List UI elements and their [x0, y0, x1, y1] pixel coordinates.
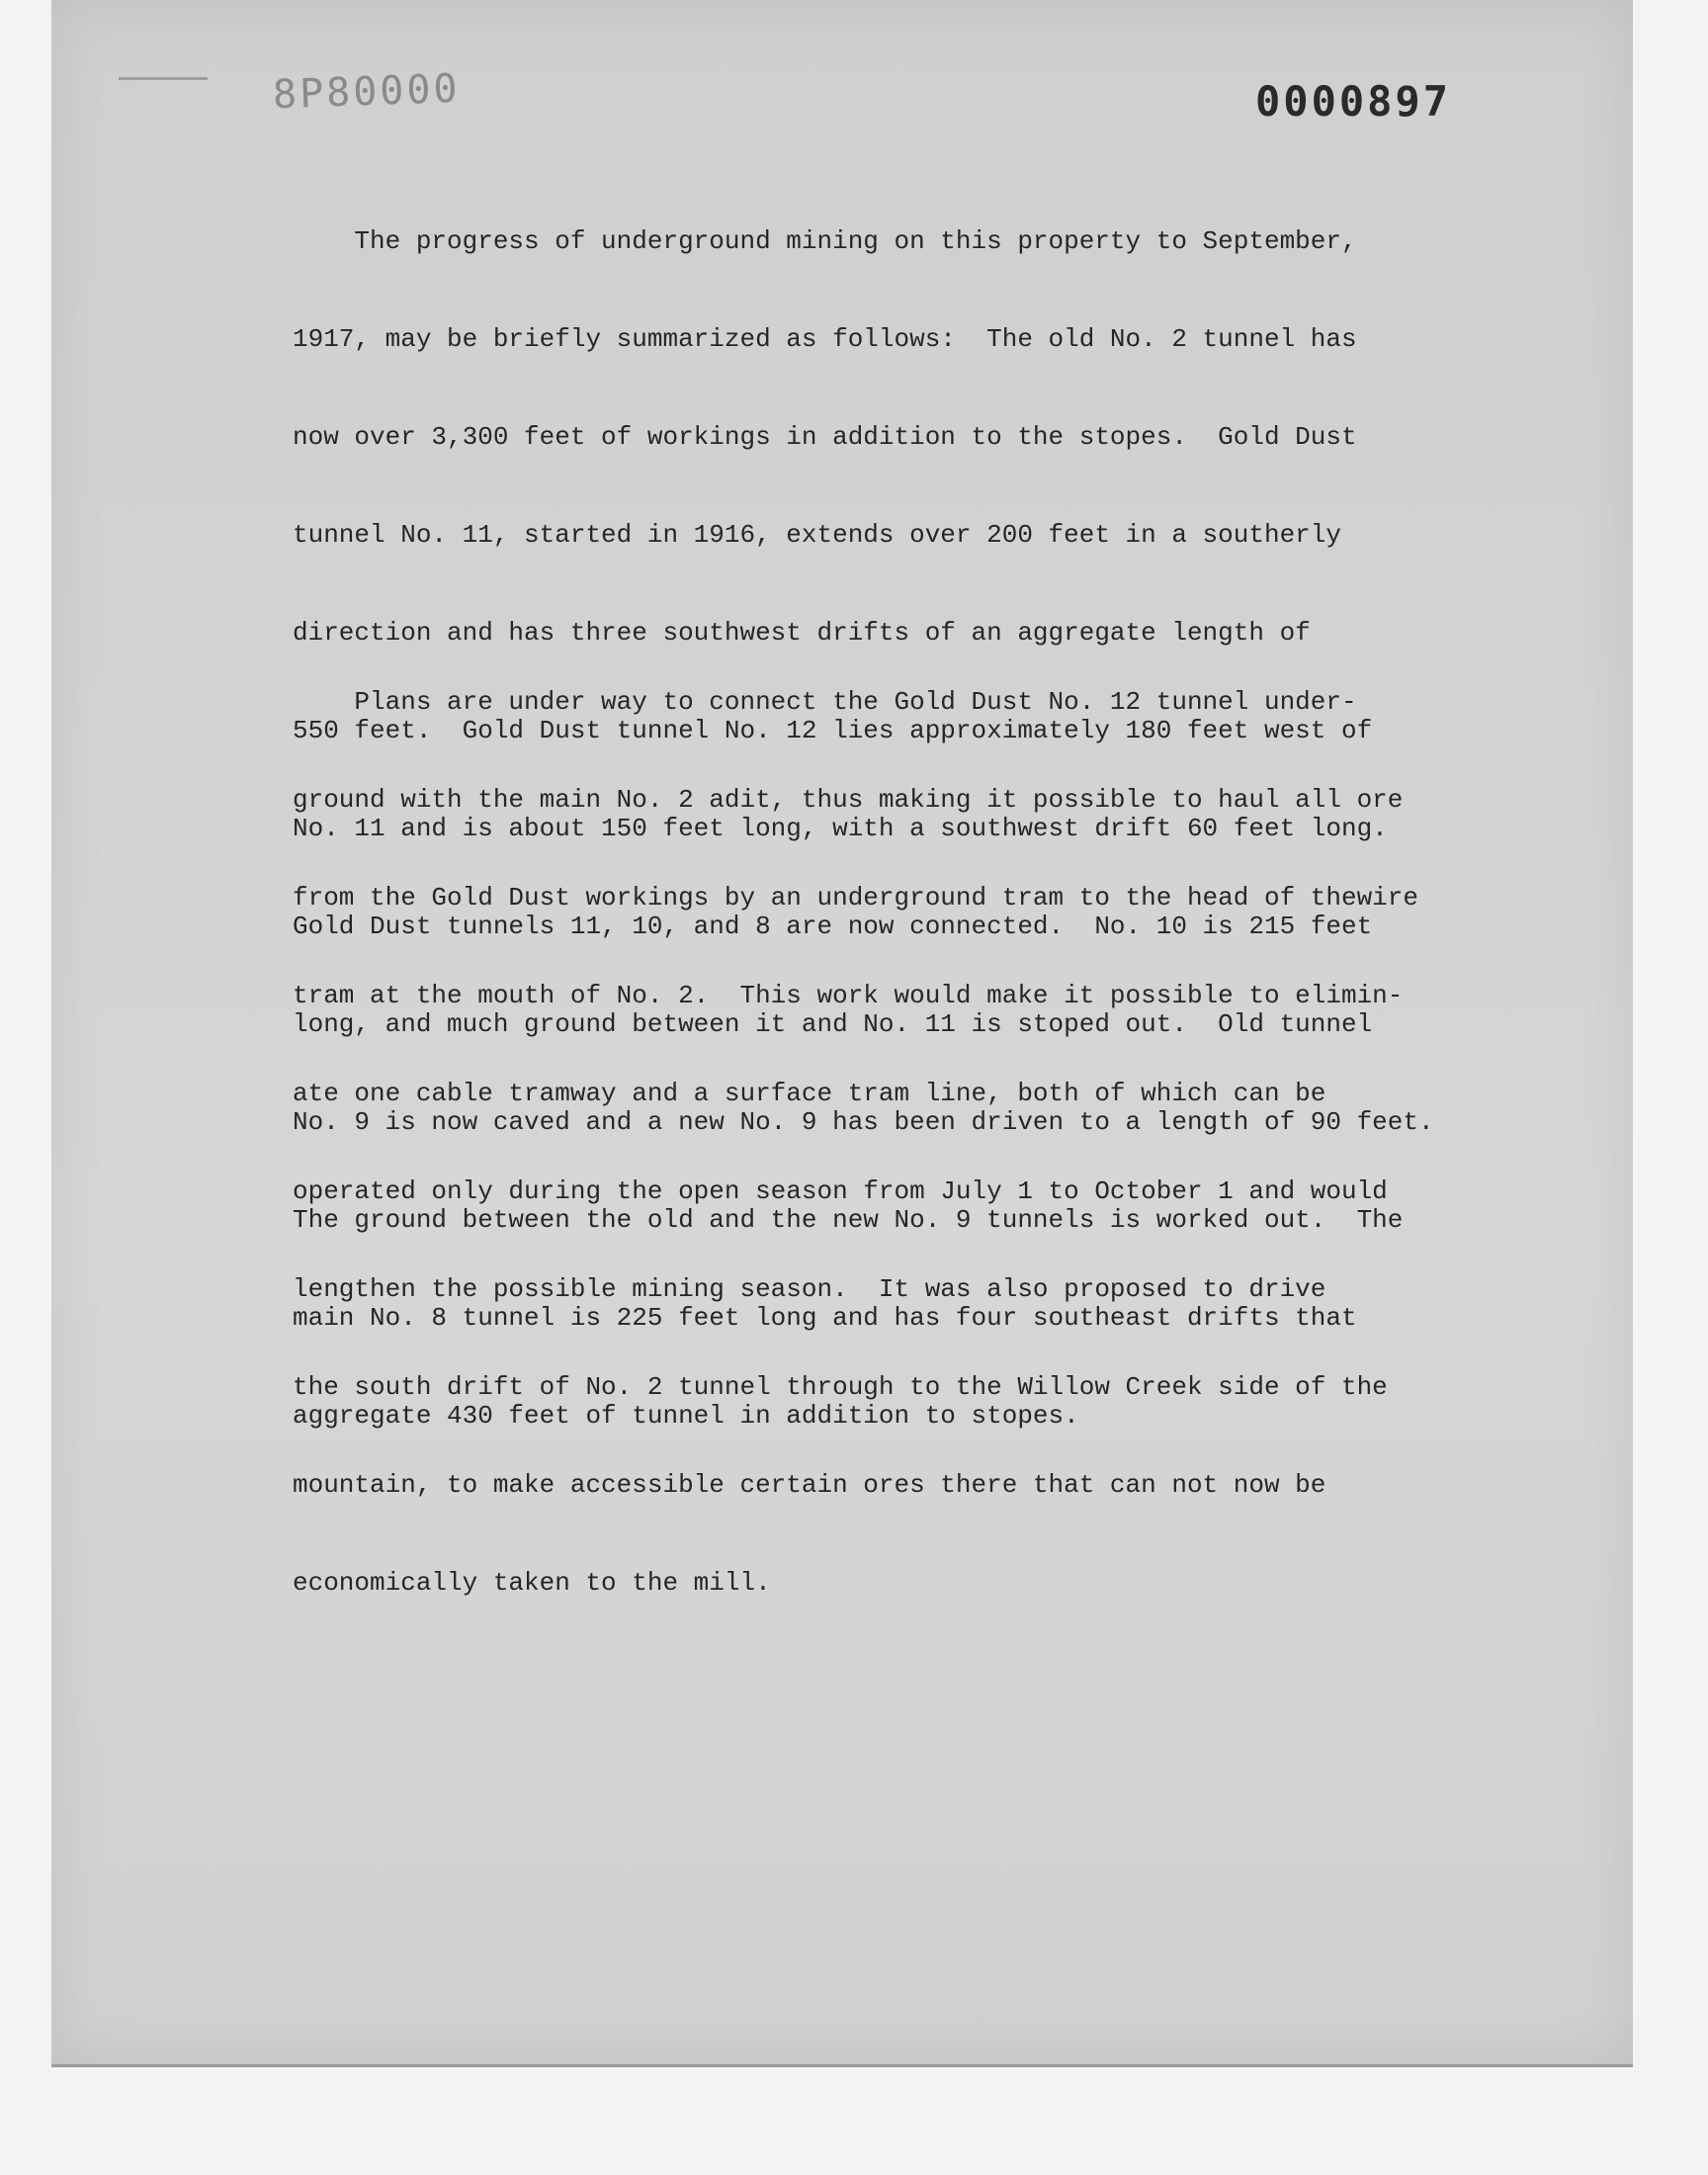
- paragraph-line: aggregate 430 feet of tunnel in addition to stopes.: [293, 1401, 1079, 1431]
- paragraph-line: tunnel No. 11, started in 1916, extends over 200 feet in a southerly: [293, 520, 1341, 550]
- paragraph-line: Plans are under way to connect the Gold Dust No. 12 tunnel under-: [293, 687, 1357, 717]
- paragraph-line: long, and much ground between it and No. 11 is stoped out. Old tunnel: [293, 1009, 1373, 1039]
- paragraph-line: The progress of underground mining on this property to September,: [293, 226, 1357, 256]
- paragraph-line: 1917, may be briefly summarized as follows: The old No. 2 tunnel has: [293, 324, 1357, 354]
- paragraph-line: Gold Dust tunnels 11, 10, and 8 are now connected. No. 10 is 215 feet: [293, 912, 1373, 941]
- paragraph-line: tram at the mouth of No. 2. This work would make it possible to elimin-: [293, 981, 1404, 1010]
- paragraph-line: lengthen the possible mining season. It was also proposed to drive: [293, 1274, 1326, 1304]
- paragraph-line: mountain, to make accessible certain ores there that can not now be: [293, 1470, 1326, 1500]
- paragraph-line: ground with the main No. 2 adit, thus making it possible to haul all ore: [293, 785, 1404, 815]
- paragraph-line: economically taken to the mill.: [293, 1568, 771, 1598]
- paragraph-line: No. 9 is now caved and a new No. 9 has been driven to a length of 90 feet.: [293, 1107, 1434, 1137]
- paragraph-line: the south drift of No. 2 tunnel through to the Willow Creek side of the: [293, 1372, 1388, 1402]
- paragraph-line: 550 feet. Gold Dust tunnel No. 12 lies approximately 180 feet west of: [293, 716, 1373, 745]
- paragraph-line: ate one cable tramway and a surface tram line, both of which can be: [293, 1079, 1326, 1108]
- paragraph-line: main No. 8 tunnel is 225 feet long and has four southeast drifts that: [293, 1303, 1357, 1333]
- paragraph-line: No. 11 and is about 150 feet long, with a southwest drift 60 feet long.: [293, 814, 1388, 843]
- paragraph-line: operated only during the open season from July 1 to October 1 and would: [293, 1176, 1388, 1206]
- paragraph-line: from the Gold Dust workings by an underground tram to the head of thewire: [293, 883, 1418, 913]
- paragraph-line: direction and has three southwest drifts of an aggregate length of: [293, 618, 1311, 648]
- margin-dash-mark: [119, 77, 208, 80]
- page-bottom-edge: [51, 2064, 1633, 2067]
- paragraph-2: [293, 621, 1528, 1665]
- paragraph-line: The ground between the old and the new No. 9 tunnels is worked out. The: [293, 1205, 1404, 1235]
- paragraph-line: now over 3,300 feet of workings in addition to the stopes. Gold Dust: [293, 422, 1357, 452]
- stamp-left-number: 8P80000: [272, 65, 462, 119]
- page-number-stamp: 0000897: [1255, 77, 1452, 126]
